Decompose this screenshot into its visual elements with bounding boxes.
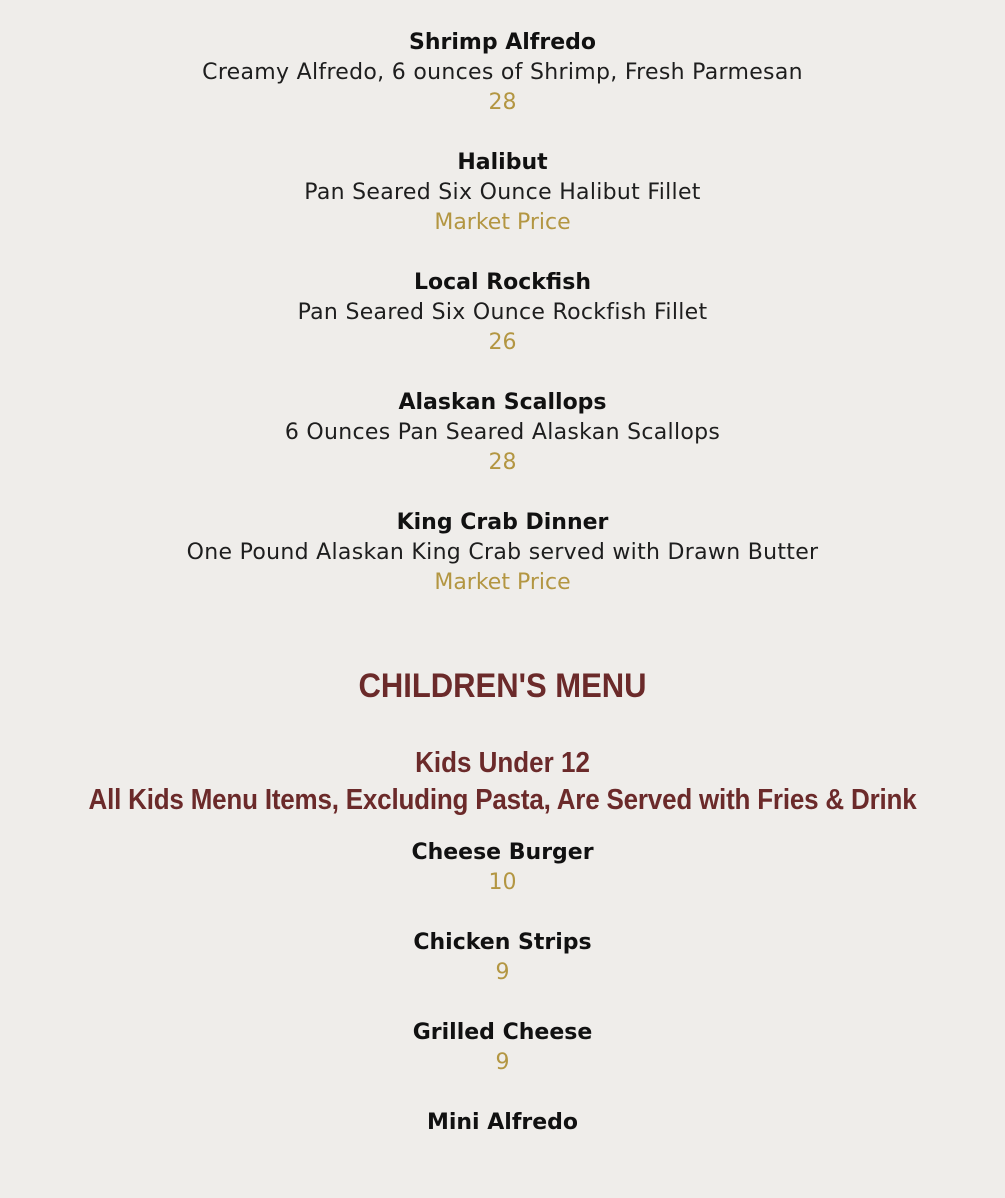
kids-item-price: 9 [495, 960, 510, 985]
menu-item-price: 28 [488, 90, 517, 115]
menu-item [0, 28, 1005, 148]
menu-item-description: Creamy Alfredo, 6 ounces of Shrimp, Fresh Parmesan [202, 60, 803, 85]
kids-menu-item [0, 838, 1005, 928]
menu-item-price: Market Price [434, 210, 571, 235]
menu-item-price: 26 [488, 330, 517, 355]
menu-item-name: Shrimp Alfredo [409, 30, 596, 55]
menu-item [0, 388, 1005, 508]
kids-item-name: Chicken Strips [413, 930, 592, 955]
kids-item-name: Cheese Burger [411, 840, 594, 865]
menu-item-price: 28 [488, 450, 517, 475]
kids-menu-item [0, 928, 1005, 1018]
menu-item-description: 6 Ounces Pan Seared Alaskan Scallops [284, 420, 721, 445]
menu-item-name: Alaskan Scallops [398, 390, 607, 415]
menu-item [0, 268, 1005, 388]
menu-item-description: Pan Seared Six Ounce Rockfish Fillet [297, 300, 708, 325]
kids-menu-item [0, 1108, 1005, 1198]
menu-item-price: Market Price [434, 570, 571, 595]
childrens-menu-list [0, 838, 1005, 1198]
kids-item-name: Grilled Cheese [412, 1020, 593, 1045]
menu-item-name: King Crab Dinner [396, 510, 609, 535]
menu-item-description: One Pound Alaskan King Crab served with Drawn Butter [186, 540, 819, 565]
kids-item-name: Mini Alfredo [426, 1110, 579, 1135]
kids-item-price: 10 [488, 870, 517, 895]
menu-item [0, 508, 1005, 628]
kids-item-price: 9 [495, 1050, 510, 1075]
childrens-menu-heading: CHILDREN'S MENU [358, 665, 647, 706]
childrens-menu-note: All Kids Menu Items, Excluding Pasta, Are Served with Fries & Drink [88, 782, 917, 816]
childrens-menu-subtitle: Kids Under 12 [415, 745, 590, 779]
menu-item-name: Local Rockfish [413, 270, 591, 295]
menu-item-description: Pan Seared Six Ounce Halibut Fillet [304, 180, 701, 205]
kids-menu-item [0, 1018, 1005, 1108]
menu-item [0, 148, 1005, 268]
menu-item-name: Halibut [457, 150, 548, 175]
